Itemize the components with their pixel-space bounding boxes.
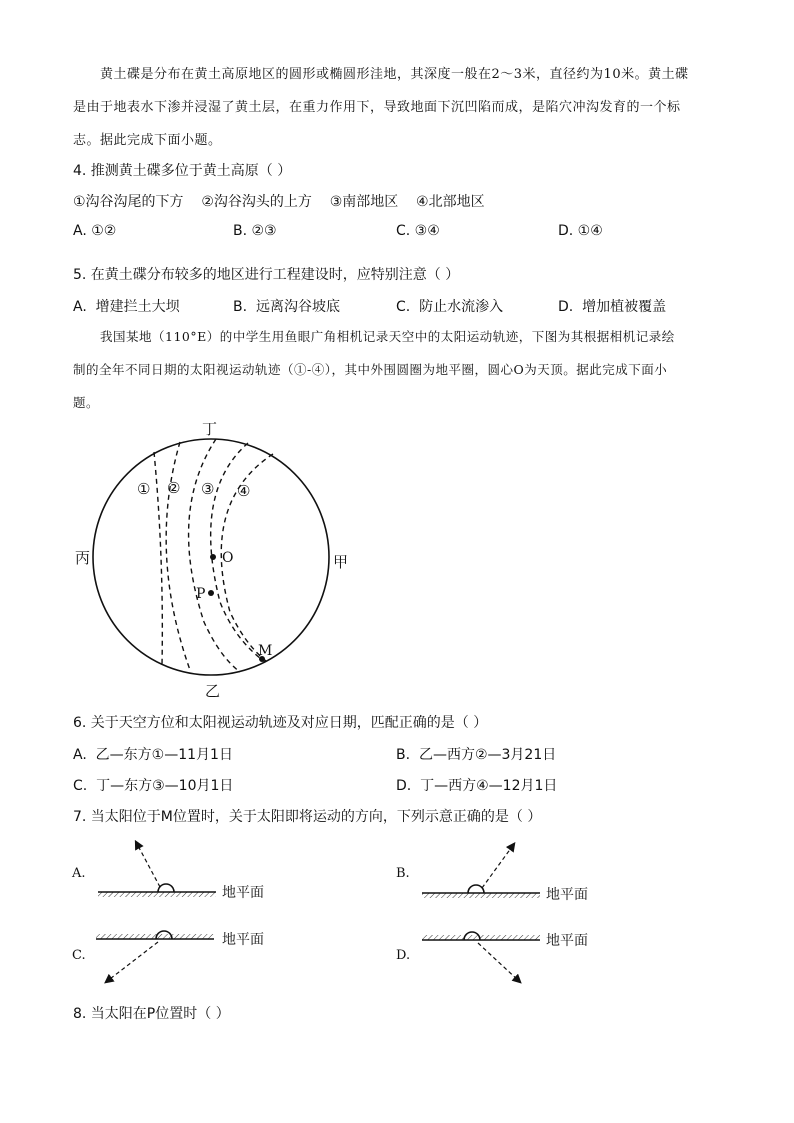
question-6-stem: 6. 关于天空方位和太阳视运动轨迹及对应日期，匹配正确的是（ ）	[73, 715, 488, 731]
passage-2-line-1: 我国某地（110°E）的中学生用鱼眼广角相机记录天空中的太阳运动轨迹，下图为其根据相机记录绘	[100, 329, 675, 344]
passage-1	[73, 58, 753, 157]
passage-1-line-2: 是由于地表水下渗并浸湿了黄土层，在重力作用下，导致地面下沉凹陷而成，是陷穴冲沟发育的一个标	[73, 100, 681, 115]
option-c-letter: C.	[72, 948, 86, 963]
question-6-option-a[interactable]: A. 乙—东方①—11月1日	[73, 747, 233, 763]
arrow-d	[478, 943, 520, 982]
question-4-stem: 4. 推测黄土碟多位于黄土高原（ ）	[73, 163, 292, 179]
ground-hatch-b	[422, 893, 540, 898]
option-d-diagram[interactable]	[396, 932, 588, 982]
ground-hatch-c	[96, 934, 214, 939]
question-4-option-b[interactable]: B. ②③	[233, 223, 277, 239]
track-label-1: ①	[137, 480, 151, 498]
question-6-option-b[interactable]: B. 乙—西方②—3月21日	[396, 747, 557, 763]
ground-label-a: 地平面	[222, 885, 264, 901]
question-4-option-d[interactable]: D. ①④	[558, 223, 603, 239]
question-4-option-a[interactable]: A. ①②	[73, 223, 117, 239]
sun-path-figure	[70, 412, 360, 702]
sun-icon-b	[468, 885, 484, 893]
question-5-option-c[interactable]: C. 防止水流渗入	[396, 299, 504, 315]
ground-hatch-d	[422, 935, 540, 940]
ground-hatch-a	[98, 892, 216, 897]
arrow-c	[106, 942, 158, 982]
sun-icon-a	[158, 884, 174, 892]
point-p-label: P	[196, 586, 206, 602]
sun-track-4	[211, 443, 265, 662]
option-a-letter: A.	[72, 866, 86, 881]
ground-label-d: 地平面	[546, 933, 588, 949]
zenith-point	[210, 554, 216, 560]
ground-label-b: 地平面	[546, 887, 588, 903]
passage-1-line-3: 志。据此完成下面小题。	[73, 133, 222, 148]
sun-track-1	[154, 452, 162, 665]
question-7-stem: 7. 当太阳位于M位置时，关于太阳即将运动的方向，下列示意正确的是（ ）	[73, 809, 542, 825]
question-5-option-b[interactable]: B. 远离沟谷坡底	[233, 299, 340, 315]
passage-2	[73, 320, 753, 419]
question-6-option-d[interactable]: D. 丁—西方④—12月1日	[396, 778, 558, 794]
option-b-diagram[interactable]	[396, 844, 588, 903]
direction-right-label: 甲	[333, 553, 349, 571]
question-7-options-figure	[60, 832, 620, 1002]
passage-1-line-1: 黄土碟是分布在黄土高原地区的圆形或椭圆形洼地，其深度一般在2～3米，直径约为10米。黄土碟	[100, 67, 689, 82]
question-5-option-a[interactable]: A. 增建拦土大坝	[73, 299, 180, 315]
question-4-option-c[interactable]: C. ③④	[396, 223, 440, 239]
question-4-items: ①沟谷沟尾的下方 ②沟谷沟头的上方 ③南部地区 ④北部地区	[73, 194, 485, 210]
zenith-label: O	[222, 550, 234, 566]
sun-track-2	[166, 442, 190, 670]
passage-2-line-2: 制的全年不同日期的太阳视运动轨迹（①-④），其中外围圆圈为地平圈，圆心O为天顶。据此完成下面小	[73, 362, 668, 377]
question-5-option-d[interactable]: D. 增加植被覆盖	[558, 299, 667, 315]
track-label-2: ②	[167, 479, 181, 497]
point-m-label: M	[258, 643, 273, 659]
question-5-stem: 5. 在黄土碟分布较多的地区进行工程建设时，应特别注意（ ）	[73, 267, 460, 283]
track-label-3: ③	[201, 480, 215, 498]
option-c-diagram[interactable]	[72, 931, 264, 982]
direction-bottom-label: 乙	[205, 682, 221, 700]
question-8-stem: 8. 当太阳在P位置时（ ）	[73, 1006, 230, 1022]
option-b-letter: B.	[396, 866, 410, 881]
point-p	[208, 590, 214, 596]
question-6-option-c[interactable]: C. 丁—东方③—10月1日	[73, 778, 234, 794]
option-d-letter: D.	[396, 948, 411, 963]
ground-label-c: 地平面	[222, 932, 264, 948]
direction-left-label: 丙	[75, 549, 91, 567]
arrow-b	[482, 844, 514, 888]
direction-top-label: 丁	[202, 420, 218, 438]
track-label-4: ④	[237, 482, 251, 500]
passage-2-line-3: 题。	[73, 395, 100, 410]
option-a-diagram[interactable]	[71, 842, 264, 901]
arrow-a	[136, 842, 160, 887]
